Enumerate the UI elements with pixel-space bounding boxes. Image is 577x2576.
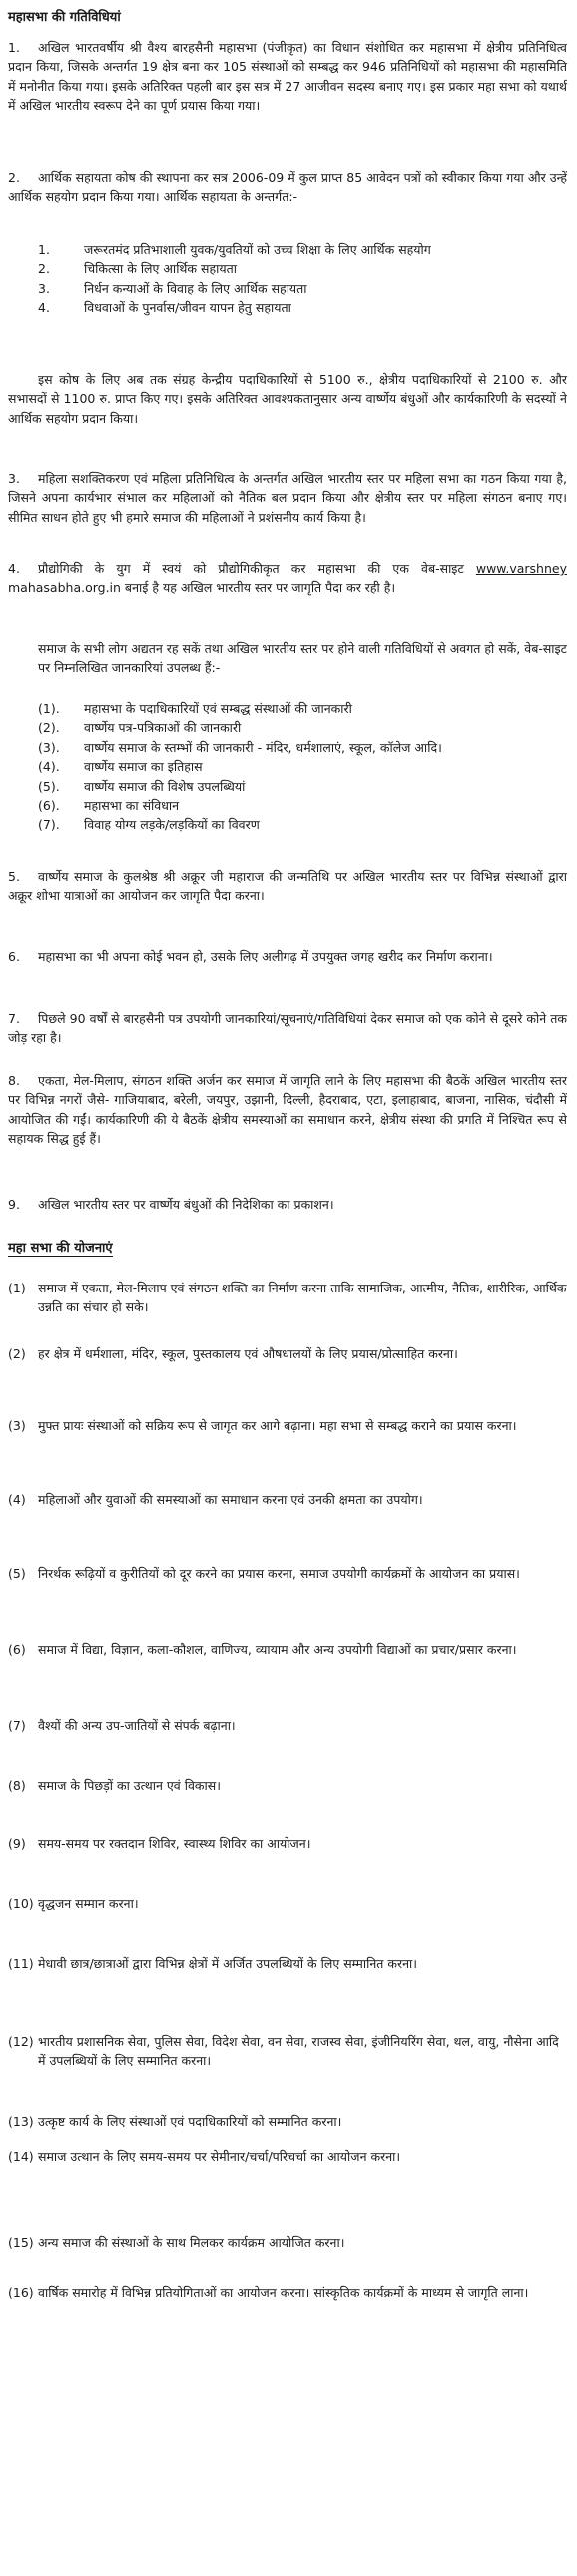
plan-item-4: (4) महिलाओं और युवाओं की समस्याओं का समाधान करना एवं उनकी क्षमता का उपयोग। [8, 1492, 423, 1507]
item-number: 8. [8, 1073, 20, 1088]
website-list-item: (7). विवाह योग्य लड़के/लड़कियों का विवरण [38, 817, 260, 833]
plan-item-11: (11) मेधावी छात्र/छात्राओं द्वारा विभिन्न क्षेत्रों में अर्जित उपलब्धियों के लिए सम्मानित करना। [8, 1956, 418, 1971]
aid-list-item: 1. जरूरतमंद प्रतिभाशाली युवक/युवतियों को उच्च शिक्षा के लिए आर्थिक सहयोग [38, 242, 431, 257]
plan-item-2: (2) हर क्षेत्र में धर्मशाला, मंदिर, स्कूल, पुस्तकालय एवं औषधालयों के लिए प्रयास/प्रोत्साहित करना। [8, 1346, 458, 1361]
item-text: महिला सशक्तिकरण एवं महिला प्रतिनिधित्व के अन्तर्गत अखिल भारतीय स्तर पर महिला सभा का गठन किया गया है, जिसने अपना कार्यभार संभाल कर महिलाओं को नैतिक बल प्रदान किया और क्षेत्रीय स्तर पर महिला संगठन बनाए गए। सीमित साधन होते हुए भी हमारे समाज की महिलाओं ने प्रशंसनीय कार्य किया है। [8, 471, 567, 525]
activity-item-4 [8, 559, 567, 598]
item-number: 9. [8, 1197, 20, 1212]
plan-item-6: (6) समाज में विद्या, विज्ञान, कला-कौशल, वाणिज्य, व्यायाम और अन्य उपयोगी विद्याओं का प्रचार/प्रसार करना। [8, 1642, 517, 1657]
plan-item-14: (14) समाज उत्थान के लिए समय-समय पर सेमीनार/चर्चा/परिचर्चा का आयोजन करना। [8, 2149, 401, 2164]
section-title-plans: महा सभा की योजनाएं [8, 1241, 113, 1256]
website-rest: mahasabha.org.in बनाई है यह अखिल भारतीय स्तर पर जागृति पैदा कर रही है। [8, 580, 396, 596]
activity-item-7 [8, 1009, 567, 1048]
website-list-item: (6). महासभा का संविधान [38, 797, 180, 813]
section-title-activities: महासभा की गतिविधियां [8, 10, 121, 25]
activity-item-5 [8, 867, 567, 906]
website-list-item: (2). वार्ष्णेय पत्र-पत्रिकाओं की जानकारी [38, 720, 242, 736]
item-number: 1. [8, 40, 20, 55]
plan-item-12: (12) भारतीय प्रशासनिक सेवा, पुलिस सेवा, विदेश सेवा, वन सेवा, राजस्व सेवा, इंजीनियरिंग सेवा, थल, वायु, नौसेना आदि में उपलब्धियों के लिए सम्मानित करना। [8, 2034, 559, 2069]
item-text: महासभा का भी अपना कोई भवन हो, उसके लिए अलीगढ़ में उपयुक्त जगह खरीद कर निर्माण कराना। [38, 949, 493, 964]
activity-item-2 [8, 168, 567, 207]
activity-item-6 [8, 947, 567, 966]
fund-paragraph: इस कोष के लिए अब तक संग्रह केन्द्रीय पदाधिकारियों से 5100 रु., क्षेत्रीय पदाधिकारियों से 2100 रु. और सभासदों से 1100 रु. प्राप्त किए गए। इसके अतिरिक्त आवश्यकतानुसार अन्य वार्ष्णेय बंधुओं और कार्यकारिणी के सदस्यों ने आर्थिक सहयोग प्रदान किया। [8, 372, 567, 426]
item-text: पिछले 90 वर्षों से बारहसैनी पत्र उपयोगी जानकारियां/सूचनाएं/गतिविधियां देकर समाज को एक कोने से दूसरे कोने तक जोड़ रहा है। [8, 1011, 567, 1046]
website-info-list [8, 699, 567, 835]
item-number: 3. [8, 471, 20, 486]
aid-list-item: 3. निर्धन कन्याओं के विवाह के लिए आर्थिक सहायता [38, 280, 307, 296]
item-number: 2. [8, 170, 20, 185]
item-number: 7. [8, 1011, 20, 1026]
plan-item-5: (5) निरर्थक रूढ़ियों व कुरीतियों को दूर करने का प्रयास करना, समाज उपयोगी कार्यक्रमों के आयोजन का प्रयास। [8, 1566, 520, 1581]
plan-item-9: (9) समय-समय पर रक्तदान शिविर, स्वास्थ्य शिविर का आयोजन। [8, 1836, 311, 1851]
plan-item-8: (8) समाज के पिछड़ों का उत्थान एवं विकास। [8, 1778, 221, 1793]
plan-item-3: (3) मुफ्त प्रायः संस्थाओं को सक्रिय रूप से जागृत कर आगे बढ़ाना। महा सभा से सम्बद्ध कराने का प्रयास करना। [8, 1418, 517, 1433]
website-list-item: (5). वार्ष्णेय समाज की विशेष उपलब्धियां [38, 778, 246, 794]
website-list-item: (4). वार्ष्णेय समाज का इतिहास [38, 759, 203, 775]
plan-item-1: (1) समाज में एकता, मेल-मिलाप एवं संगठन शक्ति का निर्माण करना ताकि सामाजिक, आत्मीय, नैतिक, शारीरिक, आर्थिक उन्नति का संचार हो सके। [8, 1281, 567, 1315]
website-intro: समाज के सभी लोग अद्यतन रह सकें तथा अखिल भारतीय स्तर पर होने वाली गतिविधियों से अवगत हो सकें, वेब-साइट पर निम्नलिखित जानकारियां उपलब्ध हैं:- [38, 641, 567, 676]
activity-item-3 [8, 469, 567, 527]
item-text: वार्ष्णेय समाज के कुलश्रेष्ठ श्री अक्रूर जी महाराज की जन्मतिथि पर अखिल भारतीय स्तर पर विभिन्न संस्थाओं द्वारा अक्रूर शोभा यात्राओं का आयोजन कर जागृति पैदा करना। [8, 869, 567, 904]
aid-list-item: 4. विधवाओं के पुनर्वास/जीवन यापन हेतु सहायता [38, 300, 291, 316]
item-text: एकता, मेल-मिलाप, संगठन शक्ति अर्जन कर समाज में जागृति लाने के लिए महासभा की बैठकें अखिल भारतीय स्तर पर विभिन्न नगरों जैसे- गाजियाबाद, बरेली, जयपुर, उझानी, दिल्ली, हैदराबाद, एटा, इलाहाबाद, बाजना, नासिक, चंदौसी में आयोजित की गईं। कार्यकारिणी की ये बैठकें क्षेत्रीय समस्याओं का समाधान करने, क्षेत्रीय संस्था की प्रगति में निश्चित रूप से सहायक सिद्ध हुई हैं। [8, 1073, 567, 1147]
aid-list-item: 2. चिकित्सा के लिए आर्थिक सहायता [38, 261, 237, 277]
item-text: आर्थिक सहायता कोष की स्थापना कर सत्र 2006-09 में कुल प्राप्त 85 आवेदन पत्रों को स्वीकार किया गया और उन्हें आर्थिक सहयोग प्रदान किया गया। आर्थिक सहायता के अन्तर्गत:- [8, 170, 567, 205]
plan-item-13: (13) उत्कृष्ट कार्य के लिए संस्थाओं एवं पदाधिकारियों को सम्मानित करना। [8, 2114, 342, 2129]
website-link[interactable]: www.varshney [475, 561, 567, 576]
item-text: अखिल भारतीय स्तर पर वार्ष्णेय बंधुओं की निदेशिका का प्रकाशन। [38, 1197, 334, 1212]
item-number: 4. [8, 561, 20, 576]
website-list-item: (1). महासभा के पदाधिकारियों एवं सम्बद्ध संस्थाओं की जानकारी [38, 701, 352, 716]
activity-item-1 [8, 38, 567, 116]
item-number: 5. [8, 869, 20, 884]
activity-item-8 [8, 1071, 567, 1149]
website-list-item: (3). वार्ष्णेय समाज के स्तम्भों की जानकारी - मंदिर, धर्मशालाएं, स्कूल, कॉलेज आदि। [38, 739, 442, 755]
item-text: अखिल भारतवर्षीय श्री वैश्य बारहसैनी महासभा (पंजीकृत) का विधान संशोधित कर महासभा में क्षेत्रीय प्रतिनिधित्व प्रदान किया, जिसके अन्तर्गत 19 क्षेत्र बना कर 105 संस्थाओं को सम्बद्ध कर 946 प्रतिनिधियों को महासभा की महासमिति में मनोनीत किया गया। इसके अतिरिक्त पहली बार इस सत्र में 27 आजीवन सदस्य बनाए गए। इस प्रकार महा सभा को यथार्थ में अखिल भारतीय स्वरूप देने का पूर्ण प्रयास किया गया। [8, 40, 567, 114]
item-text: प्रौद्योगिकी के युग में स्वयं को प्रौद्योगिकीकृत कर महासभा की एक वेब-साइट [38, 561, 464, 576]
activity-item-9 [8, 1195, 567, 1214]
plan-item-7: (7) वैश्यों की अन्य उप-जातियों से संपर्क बढ़ाना। [8, 1718, 236, 1733]
aid-list [8, 240, 567, 318]
plan-item-15: (15) अन्य समाज की संस्थाओं के साथ मिलकर कार्यक्रम आयोजित करना। [8, 2235, 345, 2250]
item-number: 6. [8, 949, 20, 964]
plan-item-16: (16) वार्षिक समारोह में विभिन्न प्रतियोगिताओं का आयोजन करना। सांस्कृतिक कार्यक्रमों के माध्यम से जागृति लाना। [8, 2285, 529, 2300]
plan-item-10: (10) वृद्धजन सम्मान करना। [8, 1896, 139, 1911]
